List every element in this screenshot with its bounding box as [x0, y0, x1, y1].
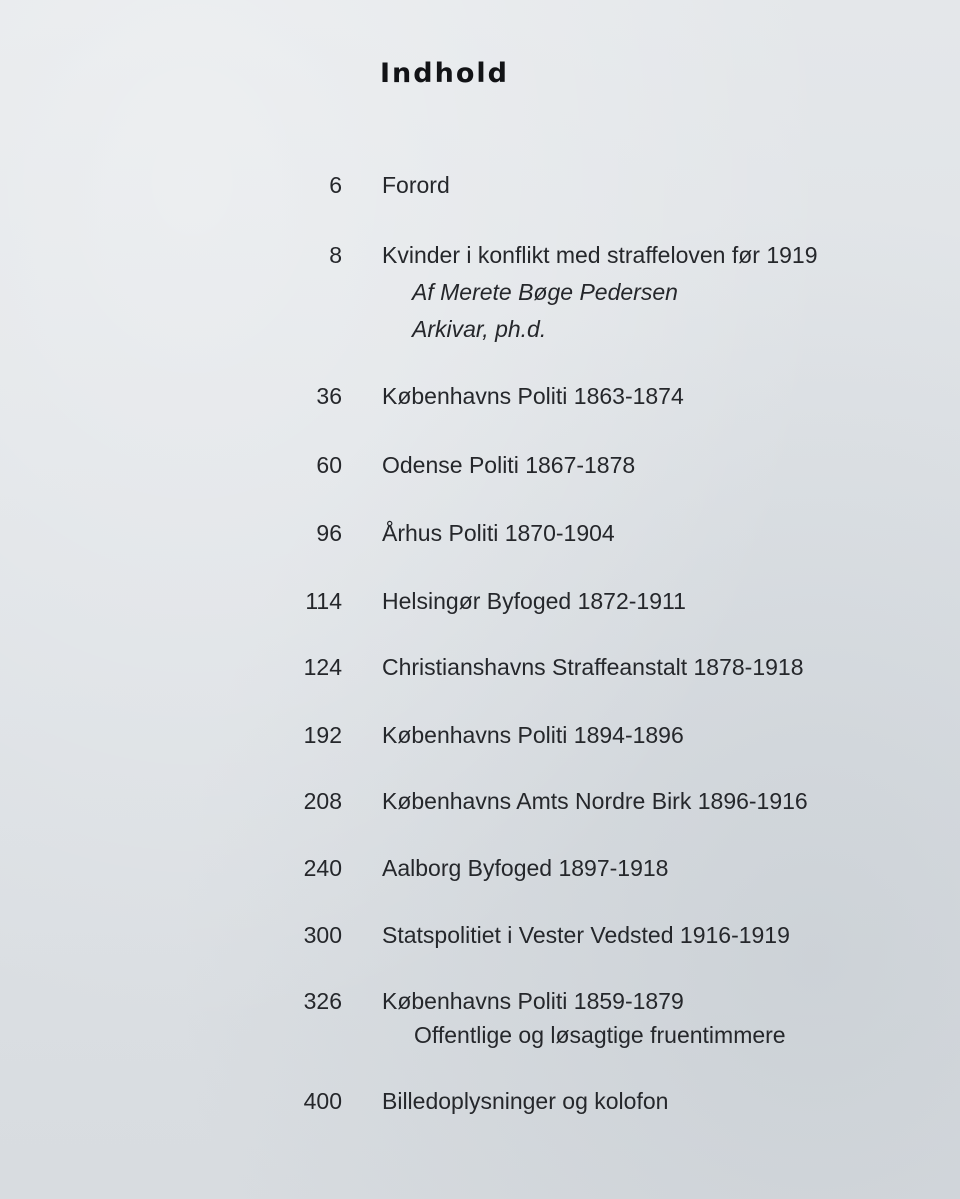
toc-page-number: 114 — [305, 588, 342, 614]
toc-page-number: 326 — [303, 988, 342, 1014]
toc-page-number: 36 — [316, 383, 342, 409]
toc-title: Århus Politi 1870-1904 — [382, 520, 615, 546]
toc-page-number: 400 — [303, 1088, 342, 1114]
toc-page-number: 192 — [303, 722, 342, 748]
toc-title: Københavns Politi 1863-1874 — [382, 383, 684, 409]
toc-page-number: 124 — [303, 654, 342, 680]
toc-author: Af Merete Bøge Pedersen — [412, 279, 678, 305]
toc-title: Odense Politi 1867-1878 — [382, 452, 636, 478]
contents-heading: Indhold — [380, 58, 509, 89]
toc-subtitle: Offentlige og løsagtige fruentimmere — [414, 1022, 786, 1048]
toc-title: Københavns Politi 1894-1896 — [382, 722, 684, 748]
toc-title: Aalborg Byfoged 1897-1918 — [382, 855, 669, 881]
toc-page-number: 6 — [329, 172, 342, 198]
toc-title: Helsingør Byfoged 1872-1911 — [382, 588, 686, 614]
toc-title: Københavns Politi 1859-1879 — [382, 988, 684, 1014]
toc-page-number: 208 — [303, 788, 342, 814]
toc-title: Forord — [382, 172, 450, 198]
toc-title: Københavns Amts Nordre Birk 1896-1916 — [382, 788, 808, 814]
toc-page-number: 8 — [329, 242, 342, 268]
toc-title: Kvinder i konflikt med straffeloven før 1919 — [382, 242, 818, 268]
toc-page-number: 240 — [303, 855, 342, 881]
toc-page-number: 96 — [316, 520, 342, 546]
toc-page-number: 60 — [316, 452, 342, 478]
toc-title: Christianshavns Straffeanstalt 1878-1918 — [382, 654, 804, 680]
toc-page-number: 300 — [303, 922, 342, 948]
toc-author-role: Arkivar, ph.d. — [412, 316, 547, 342]
toc-title: Billedoplysninger og kolofon — [382, 1088, 669, 1114]
toc-title: Statspolitiet i Vester Vedsted 1916-1919 — [382, 922, 790, 948]
